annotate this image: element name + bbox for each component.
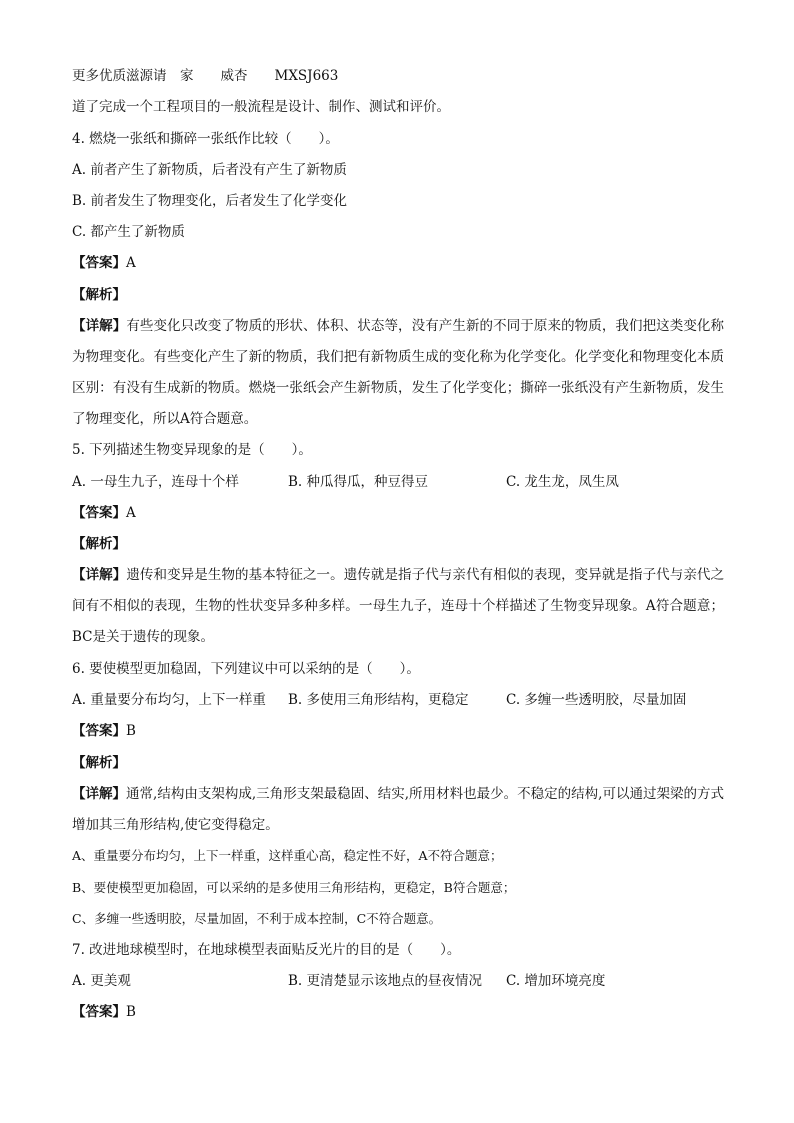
answer-tag: 【答案】 [72,1004,126,1020]
q4-option-b: B. 前者发生了物理变化，后者发生了化学变化 [72,193,348,209]
answer-tag: 【答案】 [72,255,126,271]
q6-note-a: A、重量要分布均匀，上下一样重，这样重心高，稳定性不好，A不符合题意； [72,848,503,863]
q6-note-b: B、要使模型更加稳固，可以采纳的是多使用三角形结构，更稳定，B符合题意； [72,880,516,895]
q6-option-a: A. 重量要分布均匀，上下一样重 [72,692,266,708]
answer-value: B [126,723,136,739]
q5-analysis-tag: 【解析】 [72,536,126,552]
q6-detail [72,779,724,841]
q6-analysis-tag: 【解析】 [72,755,126,771]
page-header: 更多优质滋源请 家 威杏 MXSJ663 [72,68,339,84]
q7-answer [72,1002,136,1022]
answer-value: A [126,255,136,271]
intro-text: 道了完成一个工程项目的一般流程是设计、制作、测试和评价。 [72,99,450,115]
q7-stem: 7. 改进地球模型时，在地球模型表面贴反光片的目的是（ ）。 [72,942,461,958]
q5-option-b: B. 种瓜得瓜，种豆得豆 [288,474,429,490]
q4-stem: 4. 燃烧一张纸和撕碎一张纸作比较（ ）。 [72,131,339,147]
q7-option-a: A. 更美观 [72,973,131,989]
q6-option-c: C. 多缠一些透明胶，尽量加固 [506,692,687,708]
q5-stem: 5. 下列描述生物变异现象的是（ ）。 [72,442,312,458]
q4-option-c: C. 都产生了新物质 [72,224,185,240]
q6-note-c: C、多缠一些透明胶，尽量加固，不利于成本控制，C不符合题意。 [72,911,442,926]
answer-value: B [126,1004,136,1020]
answer-tag: 【答案】 [72,723,126,739]
answer-tag: 【答案】 [72,505,126,521]
q7-option-b: B. 更清楚显示该地点的昼夜情况 [288,973,483,989]
q5-detail [72,560,724,653]
q4-option-a: A. 前者产生了新物质，后者没有产生了新物质 [72,162,347,178]
q6-answer [72,721,136,741]
q4-analysis-tag: 【解析】 [72,287,126,303]
q4-answer [72,253,136,273]
answer-value: A [126,505,136,521]
detail-text: 通常,结构由支架构成,三角形支架最稳固、结实,所用材料也最少。不稳定的结构,可以通过架梁的方式增加其三角形结构,使它变得稳定。 [72,786,724,833]
q6-option-b: B. 多使用三角形结构，更稳定 [288,692,469,708]
q5-option-c: C. 龙生龙，凤生凤 [506,474,619,490]
detail-tag: 【详解】 [72,567,127,583]
detail-tag: 【详解】 [72,318,127,334]
q6-stem: 6. 要使模型更加稳固，下列建议中可以采纳的是（ ）。 [72,661,420,677]
q7-option-c: C. 增加环境亮度 [506,973,606,989]
q5-option-a: A. 一母生九子，连母十个样 [72,474,239,490]
q4-detail [72,311,724,435]
q5-answer [72,503,136,523]
detail-text: 遗传和变异是生物的基本特征之一。遗传就是指子代与亲代有相似的表现，变异就是指子代与亲代之间有不相似的表现，生物的性状变异多种多样。一母生九子，连母十个样描述了生物变异现象。A符合题意；BC是关于遗传的现象。 [72,567,725,645]
detail-text: 有些变化只改变了物质的形状、体积、状态等，没有产生新的不同于原来的物质，我们把这类变化称为物理变化。有些变化产生了新的物质，我们把有新物质生成的变化称为化学变化。化学变化和物理变化本质区别：有没有生成新的物质。燃烧一张纸会产生新物质，发生了化学变化；撕碎一张纸没有产生新物质，发生了物理变化，所以A符合题意。 [72,318,725,427]
detail-tag: 【详解】 [72,786,127,802]
